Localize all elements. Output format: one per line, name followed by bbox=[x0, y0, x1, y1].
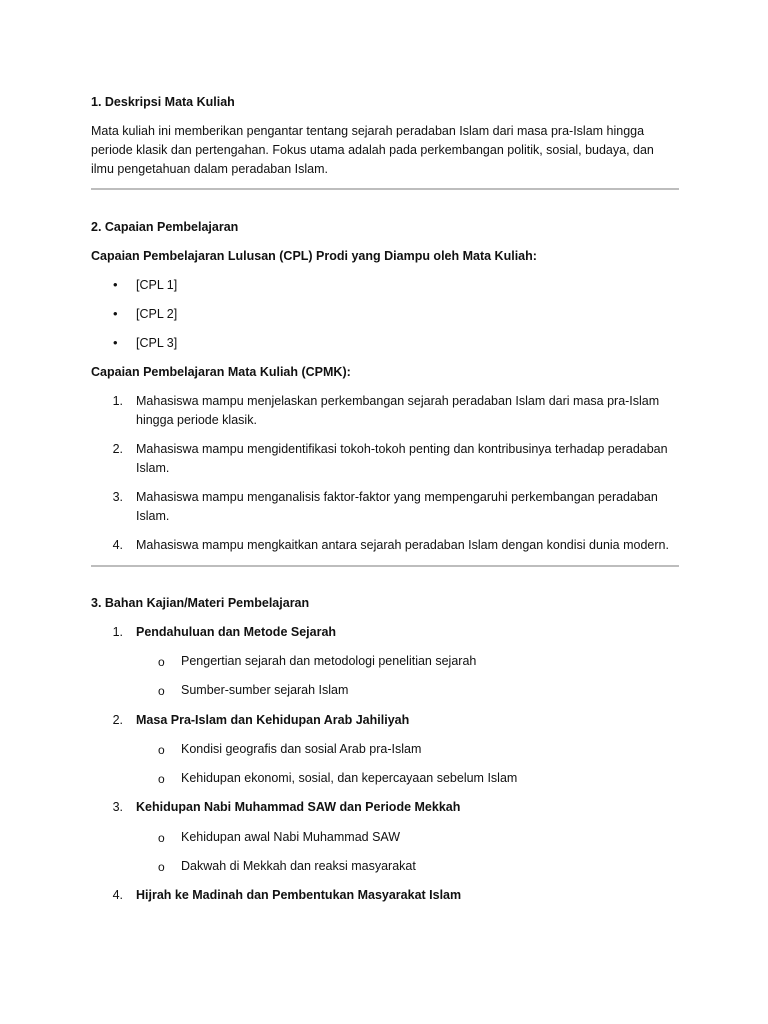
circle-bullet-icon: o bbox=[158, 684, 165, 698]
description-line-3: ilmu pengetahuan dalam peradaban Islam. bbox=[91, 162, 328, 176]
bullet-icon: • bbox=[113, 335, 118, 350]
circle-bullet-icon: o bbox=[158, 831, 165, 845]
description-line-2: periode klasik dan pertengahan. Fokus utama adalah pada perkembangan politik, sosial, budaya, dan bbox=[91, 143, 654, 157]
circle-bullet-icon: o bbox=[158, 743, 165, 757]
cpmk-item-1-line-2: hingga periode klasik. bbox=[136, 413, 257, 427]
cpmk-item-3-line-1: Mahasiswa mampu menganalisis faktor-faktor yang mempengaruhi perkembangan peradaban bbox=[136, 490, 658, 504]
circle-bullet-icon: o bbox=[158, 860, 165, 874]
cpmk-heading: Capaian Pembelajaran Mata Kuliah (CPMK): bbox=[91, 365, 351, 379]
list-number: 4. bbox=[112, 888, 123, 902]
materi-item-2-sub-2: Kehidupan ekonomi, sosial, dan kepercayaan sebelum Islam bbox=[181, 771, 518, 785]
cpl-item-2: [CPL 2] bbox=[136, 307, 178, 321]
materi-item-3-title: Kehidupan Nabi Muhammad SAW dan Periode Mekkah bbox=[136, 800, 461, 814]
circle-bullet-icon: o bbox=[158, 772, 165, 786]
materi-item-2-title: Masa Pra-Islam dan Kehidupan Arab Jahiliyah bbox=[136, 713, 410, 727]
materi-item-1-sub-1: Pengertian sejarah dan metodologi penelitian sejarah bbox=[181, 654, 477, 668]
section-1-heading: 1. Deskripsi Mata Kuliah bbox=[91, 95, 235, 109]
section-2-heading: 2. Capaian Pembelajaran bbox=[91, 220, 239, 234]
bullet-icon: • bbox=[113, 306, 118, 321]
cpmk-item-1-line-1: Mahasiswa mampu menjelaskan perkembangan sejarah peradaban Islam dari masa pra-Islam bbox=[136, 394, 660, 408]
description-line-1: Mata kuliah ini memberikan pengantar tentang sejarah peradaban Islam dari masa pra-Islam hingga bbox=[91, 124, 645, 138]
list-number: 2. bbox=[112, 442, 123, 456]
cpmk-item-3-line-2: Islam. bbox=[136, 509, 170, 523]
materi-item-1-title: Pendahuluan dan Metode Sejarah bbox=[136, 625, 337, 639]
materi-item-3-sub-2: Dakwah di Mekkah dan reaksi masyarakat bbox=[181, 859, 416, 873]
list-number: 2. bbox=[112, 713, 123, 727]
cpmk-item-4-line-1: Mahasiswa mampu mengkaitkan antara sejarah peradaban Islam dengan kondisi dunia modern. bbox=[136, 538, 669, 552]
materi-item-3-sub-1: Kehidupan awal Nabi Muhammad SAW bbox=[181, 830, 401, 844]
section-divider-2 bbox=[91, 565, 679, 567]
materi-item-1-sub-2: Sumber-sumber sejarah Islam bbox=[181, 683, 349, 697]
section-divider-1 bbox=[91, 188, 679, 190]
cpl-heading: Capaian Pembelajaran Lulusan (CPL) Prodi yang Diampu oleh Mata Kuliah: bbox=[91, 249, 537, 263]
list-number: 1. bbox=[112, 394, 123, 408]
cpl-item-3: [CPL 3] bbox=[136, 336, 178, 350]
list-number: 1. bbox=[112, 625, 123, 639]
circle-bullet-icon: o bbox=[158, 655, 165, 669]
cpmk-item-2-line-1: Mahasiswa mampu mengidentifikasi tokoh-tokoh penting dan kontribusinya terhadap peradaban bbox=[136, 442, 668, 456]
cpmk-item-2-line-2: Islam. bbox=[136, 461, 170, 475]
bullet-icon: • bbox=[113, 277, 118, 292]
materi-item-4-title: Hijrah ke Madinah dan Pembentukan Masyarakat Islam bbox=[136, 888, 462, 902]
list-number: 3. bbox=[112, 800, 123, 814]
list-number: 3. bbox=[112, 490, 123, 504]
cpl-item-1: [CPL 1] bbox=[136, 278, 178, 292]
section-3-heading: 3. Bahan Kajian/Materi Pembelajaran bbox=[91, 596, 310, 610]
list-number: 4. bbox=[112, 538, 123, 552]
materi-item-2-sub-1: Kondisi geografis dan sosial Arab pra-Islam bbox=[181, 742, 422, 756]
